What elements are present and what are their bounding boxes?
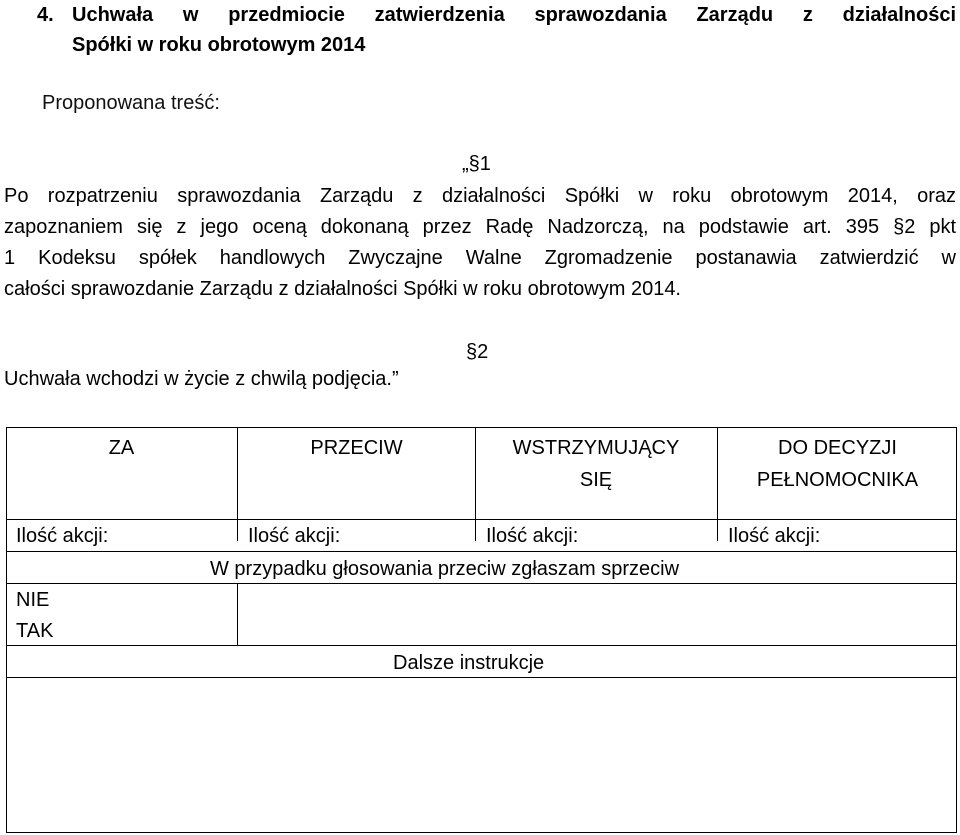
table-divider: [6, 551, 957, 552]
further-instructions-field[interactable]: [7, 678, 956, 832]
vote-header-proxy-decision: DO DECYZJI PEŁNOMOCNIKA: [756, 437, 919, 491]
paragraph-line: całości sprawozdanie Zarządu z działalności Spółki w roku obrotowym 2014.: [4, 278, 681, 300]
section-1-paragraph: [4, 181, 956, 305]
table-divider: [6, 645, 957, 646]
resolution-number: 4.: [37, 4, 54, 26]
shares-count-proxy[interactable]: Ilość akcji:: [728, 525, 821, 547]
paragraph-line: zapoznaniem się z jego oceną dokonaną przez Radę Nadzorczą, na podstawie art. 395 §2 pkt: [4, 216, 956, 238]
table-divider: [475, 427, 476, 541]
resolution-title-line-1: Uchwała w przedmiocie zatwierdzenia sprawozdania Zarządu z działalności: [72, 4, 956, 26]
proposed-content-label: Proponowana treść:: [42, 92, 220, 114]
table-divider: [6, 583, 957, 584]
section-1-mark: „§1: [462, 153, 491, 175]
table-divider: [237, 583, 238, 645]
shares-count-against[interactable]: Ilość akcji:: [248, 525, 341, 547]
vote-header-for: ZA: [108, 437, 135, 459]
objection-label: W przypadku głosowania przeciw zgłaszam sprzeciw: [210, 558, 680, 580]
further-instructions-label: Dalsze instrukcje: [393, 652, 545, 674]
vote-header-abstain: WSTRZYMUJĄCY SIĘ: [512, 437, 680, 491]
shares-count-abstain[interactable]: Ilość akcji:: [486, 525, 579, 547]
objection-option-yes[interactable]: TAK: [16, 620, 54, 642]
section-2-text: Uchwała wchodzi w życie z chwilą podjęcia.”: [4, 368, 399, 390]
resolution-title-line-2: Spółki w roku obrotowym 2014: [72, 34, 366, 56]
vote-header-against: PRZECIW: [310, 437, 403, 459]
paragraph-line: Po rozpatrzeniu sprawozdania Zarządu z działalności Spółki w roku obrotowym 2014, oraz: [4, 185, 956, 207]
paragraph-line: 1 Kodeksu spółek handlowych Zwyczajne Walne Zgromadzenie postanawia zatwierdzić w: [4, 247, 956, 269]
table-divider: [6, 519, 957, 520]
section-2-mark: §2: [466, 341, 489, 363]
objection-option-no[interactable]: NIE: [16, 589, 50, 611]
shares-count-for[interactable]: Ilość akcji:: [16, 525, 109, 547]
